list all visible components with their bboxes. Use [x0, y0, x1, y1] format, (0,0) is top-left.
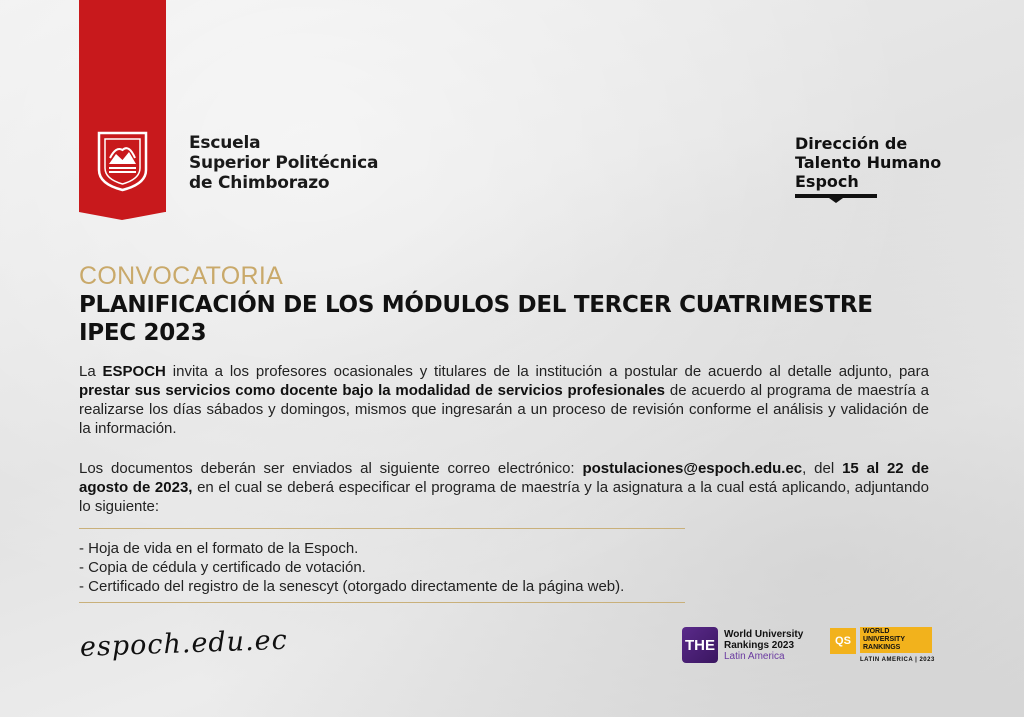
- qs-ranking-text: [860, 627, 932, 653]
- school-name: [189, 133, 378, 193]
- list-item: - Certificado del registro de la senescyt (otorgado directamente de la página web).: [79, 578, 625, 595]
- school-name-line: Escuela: [189, 133, 261, 153]
- instructions-text: Los documentos deberán ser enviados al siguiente correo electrónico:: [79, 460, 583, 477]
- instructions-text: en el cual se deberá especificar el programa de maestría y la asignatura a la cual está aplicando, adjuntando lo siguiente:: [79, 479, 929, 515]
- list-item: - Copia de cédula y certificado de votación.: [79, 559, 366, 576]
- announcement-intro: [79, 362, 929, 438]
- department-name: [795, 134, 941, 191]
- announcement-title-line: PLANIFICACIÓN DE LOS MÓDULOS DEL TERCER CUATRIMESTRE: [79, 292, 873, 318]
- divider: [79, 528, 685, 529]
- school-name-line: de Chimborazo: [189, 173, 330, 193]
- qs-ranking-line: RANKINGS: [863, 644, 901, 651]
- instructions-text: , del: [802, 460, 843, 477]
- the-ranking-line: World University: [724, 629, 804, 640]
- the-ranking-line: Latin America: [724, 651, 785, 662]
- espoch-crest-icon: [96, 130, 149, 192]
- department-name-line: Talento Humano: [795, 153, 942, 172]
- intro-emphasis: prestar sus servicios como docente bajo la modalidad de servicios profesionales: [79, 382, 666, 399]
- announcement-instructions: [79, 459, 929, 516]
- intro-text: La: [79, 363, 103, 380]
- website-signature: espoch.edu.ec: [79, 624, 289, 663]
- intro-org: ESPOCH: [102, 363, 166, 380]
- the-logo-icon: THE: [682, 627, 718, 663]
- list-item: - Hoja de vida en el formato de la Espoch.: [79, 540, 359, 557]
- qs-ranking-line: WORLD: [863, 628, 890, 635]
- brand-ribbon-tip: [79, 212, 165, 220]
- department-name-line: Dirección de: [795, 134, 908, 153]
- announcement-title-line: IPEC 2023: [79, 320, 207, 346]
- qs-ranking-subtitle: LATIN AMERICA | 2023: [860, 657, 935, 663]
- department-name-line: Espoch: [795, 172, 859, 191]
- the-ranking-text: [724, 629, 803, 662]
- school-name-line: Superior Politécnica: [189, 153, 379, 173]
- divider: [79, 602, 685, 603]
- intro-text: invita a los profesores ocasionales y titulares de la institución a postular de acuerdo al detalle adjunto, para: [165, 363, 929, 380]
- announcement-title: [79, 291, 959, 347]
- announcement-kicker: CONVOCATORIA: [79, 262, 284, 290]
- the-ranking-line: Rankings 2023: [724, 640, 795, 651]
- qs-ranking-line: UNIVERSITY: [863, 636, 906, 643]
- application-dates: 15 al 22 de agosto de 2023,: [79, 460, 930, 496]
- contact-email: postulaciones@espoch.edu.ec: [582, 460, 803, 477]
- requirements-list: [79, 539, 624, 596]
- intro-text: de acuerdo al programa de maestría a realizarse los días sábados y domingos, mismos que ingresarán a un proceso de revisión conforme el análisis y validación de la información.: [79, 382, 929, 437]
- qs-logo-icon: QS: [830, 628, 856, 654]
- book-underline-icon: [795, 193, 877, 203]
